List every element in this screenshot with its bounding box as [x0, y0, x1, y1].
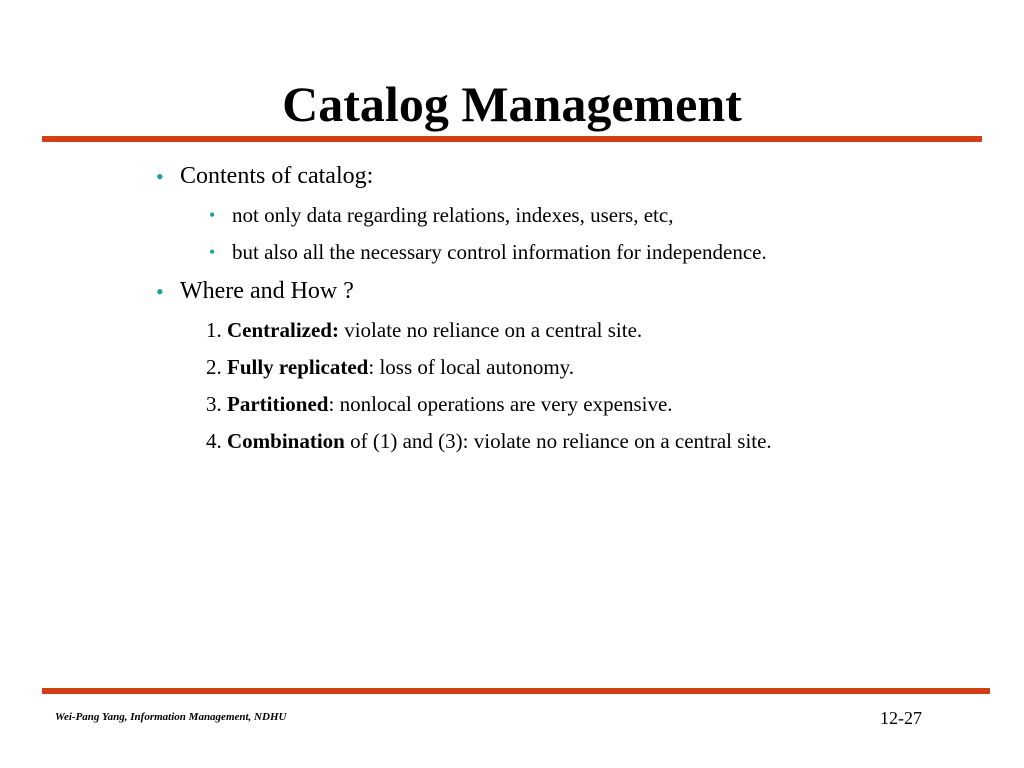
numbered-item-3: [206, 392, 673, 417]
numbered-item-1: [206, 318, 642, 343]
bottom-divider: [42, 688, 990, 694]
sub-bullet-dot: •: [209, 205, 216, 225]
item-description: : nonlocal operations are very expensive.: [328, 392, 673, 416]
page-number: 12-27: [880, 708, 922, 728]
item-number: 4.: [206, 429, 227, 453]
footer-author: Wei-Pang Yang, Information Management, NDHU: [55, 711, 287, 723]
item-description: of (1) and (3): violate no reliance on a central site.: [344, 429, 772, 453]
item-term: Combination: [227, 429, 345, 453]
item-number: 2.: [206, 355, 227, 379]
item-term: Centralized:: [227, 318, 339, 342]
item-number: 1.: [206, 318, 227, 342]
slide-title: Catalog Management: [282, 76, 742, 132]
item-description: violate no reliance on a central site.: [338, 318, 643, 342]
item-term: Partitioned: [227, 392, 329, 416]
bullet-contents-of-catalog: Contents of catalog:: [180, 163, 374, 189]
numbered-item-4: [206, 429, 772, 454]
numbered-item-2: [206, 355, 574, 380]
item-term: Fully replicated: [227, 355, 369, 379]
sub-bullet-relations: not only data regarding relations, indexes, users, etc,: [232, 203, 674, 227]
item-number: 3.: [206, 392, 227, 416]
bullet-dot: •: [156, 279, 164, 304]
bullet-where-and-how: Where and How ?: [180, 278, 354, 304]
sub-bullet-dot: •: [209, 242, 216, 262]
top-divider: [42, 136, 982, 142]
item-description: : loss of local autonomy.: [368, 355, 575, 379]
sub-bullet-control-information: but also all the necessary control information for independence.: [232, 240, 767, 264]
bullet-dot: •: [156, 164, 164, 189]
